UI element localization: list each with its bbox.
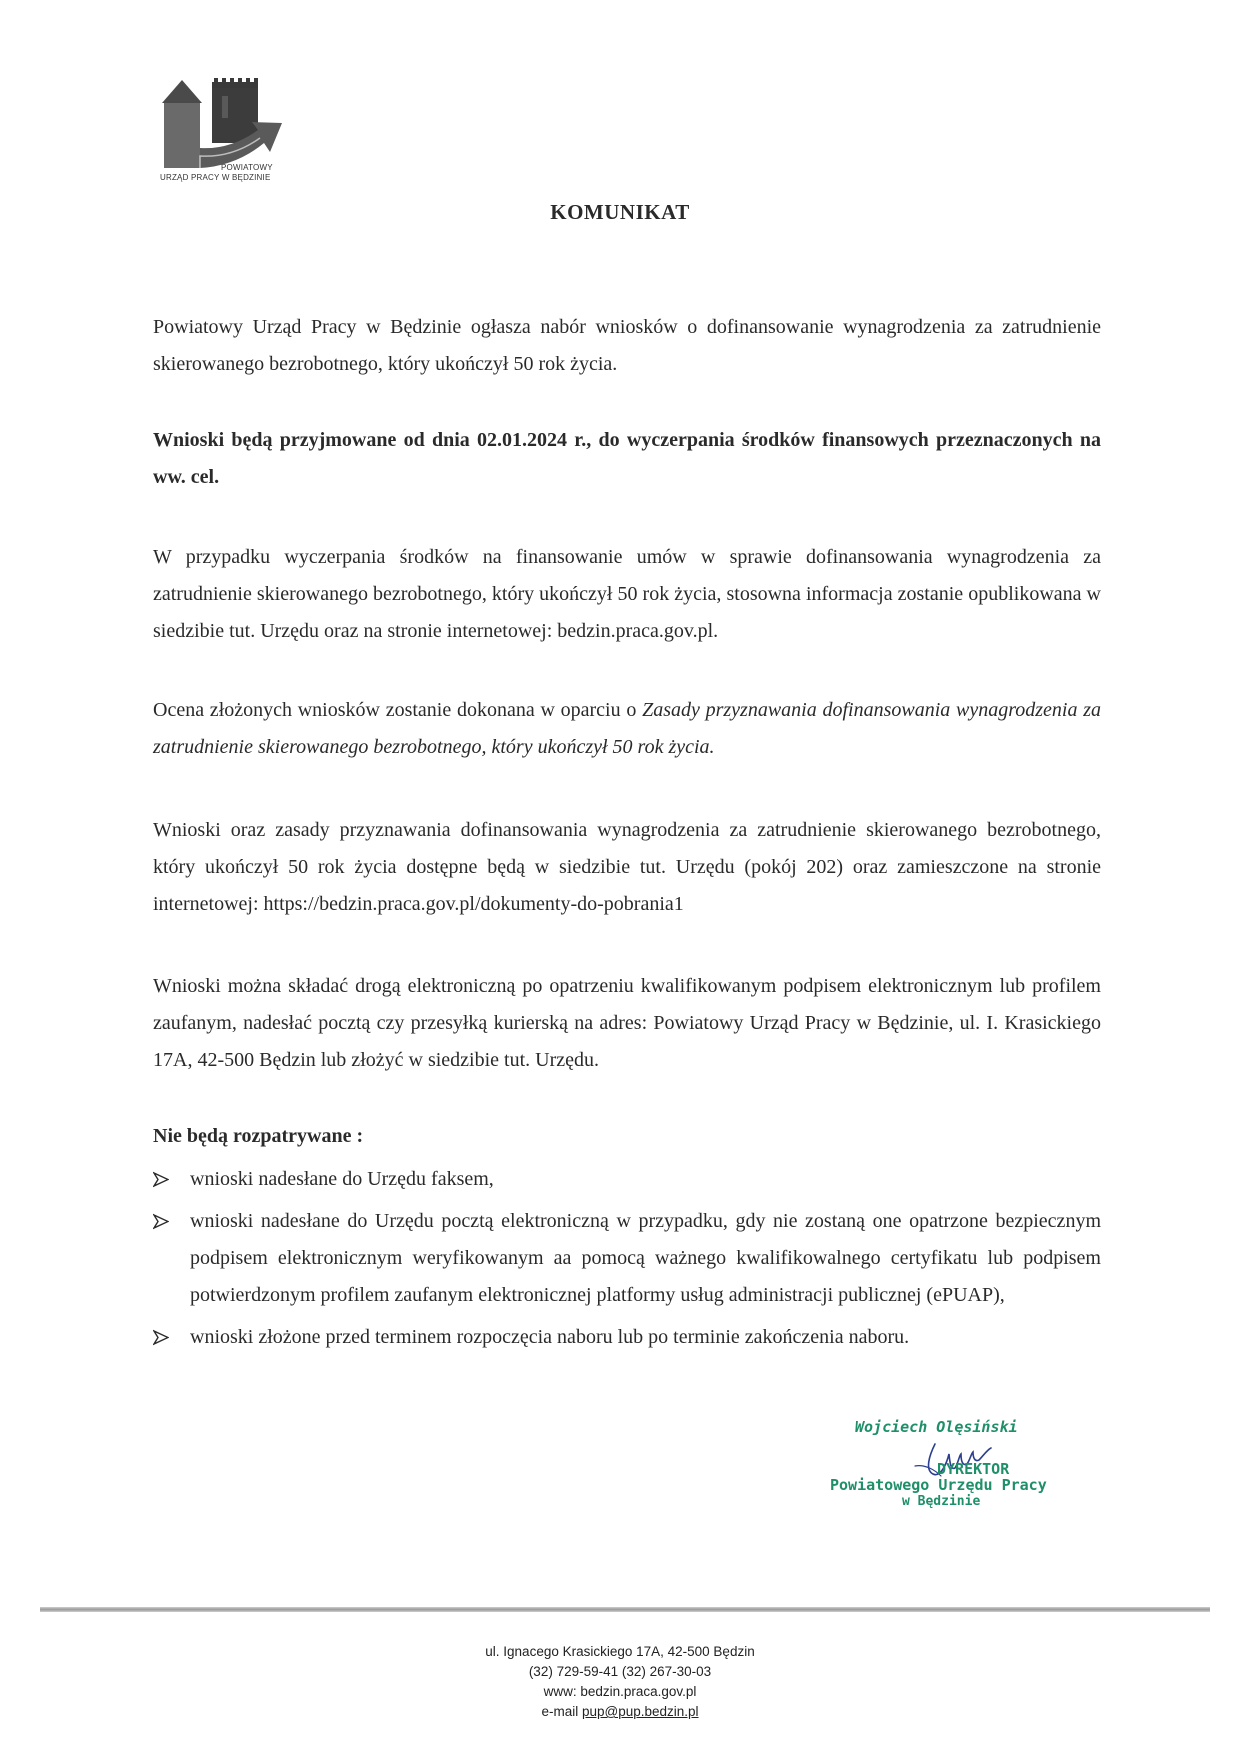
arrowhead-bullet-icon [153, 1203, 169, 1240]
footer-email-line [0, 1702, 1240, 1722]
building-arrow-logo-icon [160, 78, 290, 168]
evaluation-prefix: Ocena złożonych wniosków zostanie dokonana w oparciu o [153, 699, 643, 721]
list-item [153, 1319, 1101, 1356]
footer [0, 1642, 1240, 1722]
dates-paragraph: Wnioski będą przyjmowane od dnia 02.01.2024 r., do wyczerpania środków finansowych przeznaczonych na ww. cel. [153, 429, 1101, 488]
arrowhead-bullet-icon [153, 1319, 169, 1356]
rejected-list [153, 1161, 1101, 1361]
stamp-organization: Powiatowego Urzędu Pracy [830, 1476, 1047, 1494]
submission-paragraph: Wnioski można składać drogą elektroniczną po opatrzeniu kwalifikowanym podpisem elektronicznym lub profilem zaufanym, nadesłać pocztą czy przesyłką kurierską na adres: Powiatowy Urząd Pracy w Będzinie, ul. I. Krasickiego 17A, 42-500 Będzin lub złożyć w siedzibie tut. Urzędu. [153, 975, 1101, 1071]
stamp-name: Wojciech Olęsiński [855, 1418, 1018, 1436]
list-item-text: wnioski złożone przed terminem rozpoczęcia naboru lub po terminie zakończenia naboru. [190, 1326, 910, 1348]
stamp-city: w Będzinie [902, 1494, 981, 1509]
stamp-title: DYREKTOR [937, 1460, 1010, 1478]
document-title: KOMUNIKAT [550, 200, 690, 224]
arrowhead-bullet-icon [153, 1161, 169, 1198]
footer-divider [40, 1607, 1210, 1612]
office-logo [160, 78, 290, 186]
footer-phones: (32) 729-59-41 (32) 267-30-03 [528, 1664, 712, 1679]
list-item [153, 1161, 1101, 1198]
availability-paragraph: Wnioski oraz zasady przyznawania dofinansowania wynagrodzenia za zatrudnienie skierowanego bezrobotnego, który ukończył 50 rok życia dostępne będą w siedzibie tut. Urzędu (pokój 202) oraz zamieszczone na stronie internetowej: https://bedzin.praca.gov.pl/dokumenty-do-pobrania1 [153, 819, 1101, 915]
list-item-text: wnioski nadesłane do Urzędu faksem, [190, 1168, 494, 1190]
logo-text-line2: URZĄD PRACY W BĘDZINIE [160, 173, 271, 182]
intro-paragraph: Powiatowy Urząd Pracy w Będzinie ogłasza nabór wniosków o dofinansowanie wynagrodzenia za zatrudnienie skierowanego bezrobotnego, który ukończył 50 rok życia. [153, 316, 1101, 375]
footer-website: www: bedzin.praca.gov.pl [543, 1684, 697, 1699]
evaluation-rules-title: Zasady przyznawania dofinansowania wynagrodzenia za zatrudnienie skierowanego bezrobotnego, który ukończył 50 rok życia. [153, 699, 1101, 758]
footer-address: ul. Ignacego Krasickiego 17A, 42-500 Będzin [485, 1644, 755, 1659]
footer-email-label: e-mail [541, 1704, 582, 1719]
rejected-heading: Nie będą rozpatrywane : [153, 1125, 364, 1147]
footer-email-link[interactable]: pup@pup.bedzin.pl [581, 1704, 699, 1719]
logo-text-line1: POWIATOWY [221, 163, 273, 172]
list-item [153, 1203, 1101, 1314]
funds-info-paragraph: W przypadku wyczerpania środków na finansowanie umów w sprawie dofinansowania wynagrodzenia za zatrudnienie skierowanego bezrobotnego, który ukończył 50 rok życia, stosowna informacja zostanie opublikowana w siedzibie tut. Urzędu oraz na stronie internetowej: bedzin.praca.gov.pl. [153, 546, 1101, 642]
evaluation-paragraph [153, 692, 1101, 766]
list-item-text: wnioski nadesłane do Urzędu pocztą elektroniczną w przypadku, gdy nie zostaną one opatrzone bezpiecznym podpisem elektronicznym weryfikowanym aa pomocą ważnego kwalifikowalnego certyfikatu lub podpisem potwierdzonym profilem zaufanym elektronicznej platformy usług administracji publicznej (ePUAP), [190, 1210, 1101, 1306]
director-stamp [825, 1418, 1060, 1528]
